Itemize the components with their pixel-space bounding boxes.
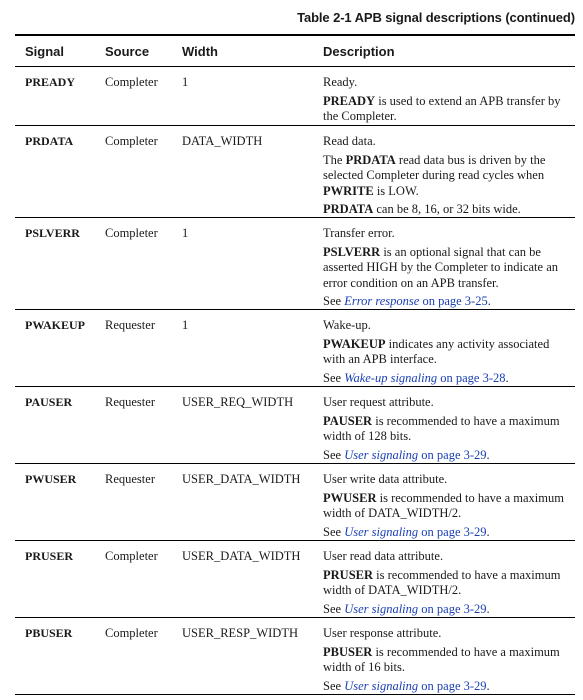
description-paragraph [323, 245, 567, 292]
description-text: . [486, 447, 490, 462]
description-text: read data bus is driven by the selected Completer during read cycles when [323, 152, 546, 182]
cross-reference-link[interactable]: Wake-up signaling [344, 370, 438, 385]
page-reference-link[interactable]: on page 3-29 [418, 678, 487, 693]
description-text: . [486, 601, 490, 616]
description-text: Read data. [323, 134, 376, 148]
description-text: is recommended to have a maximum width of 128 bits. [323, 413, 560, 443]
signal-width: USER_RESP_WIDTH [182, 626, 298, 640]
description-paragraph [323, 602, 567, 618]
signal-width: 1 [182, 226, 189, 240]
signal-width: USER_DATA_WIDTH [182, 472, 301, 486]
description-paragraph [323, 525, 567, 541]
header-source: Source [105, 43, 150, 59]
table-row [15, 464, 575, 541]
description-paragraph [323, 472, 567, 488]
description-text: is LOW. [373, 183, 419, 198]
signal-description [313, 472, 575, 540]
signal-ref-bold: PBUSER [323, 644, 373, 659]
signal-ref-bold: PWUSER [323, 490, 377, 505]
cross-reference-link[interactable]: User signaling [344, 447, 419, 462]
description-text: Transfer error. [323, 226, 395, 240]
signal-description [313, 549, 575, 617]
description-paragraph [323, 337, 567, 368]
description-paragraph [323, 318, 567, 334]
signal-name: PAUSER [25, 395, 73, 409]
description-text: is recommended to have a maximum width of DATA_WIDTH/2. [323, 567, 561, 597]
signal-width: 1 [182, 318, 189, 332]
signal-name: PRDATA [25, 134, 74, 148]
page-reference-link[interactable]: on page 3-29 [418, 524, 487, 539]
signal-ref-bold: PWAKEUP [323, 336, 386, 351]
signal-description [313, 226, 575, 309]
signal-ref-bold: PRDATA [323, 202, 374, 216]
signal-width: DATA_WIDTH [182, 134, 263, 148]
description-paragraph [323, 75, 567, 91]
signal-description [313, 75, 575, 125]
description-text: . [486, 524, 490, 539]
description-text: can be 8, 16, or 32 bits wide. [373, 202, 521, 216]
description-text: See [323, 447, 345, 462]
signal-source: Requester [105, 395, 155, 409]
signal-ref-bold: PREADY [323, 93, 376, 108]
table-body [15, 67, 575, 695]
signal-name: PWUSER [25, 472, 77, 486]
description-paragraph [323, 491, 567, 522]
table-row [15, 126, 575, 218]
description-paragraph [323, 202, 567, 218]
signal-name: PREADY [25, 75, 75, 89]
signal-width: USER_REQ_WIDTH [182, 395, 294, 409]
description-text: See [323, 294, 345, 308]
table-row [15, 387, 575, 464]
cross-reference-link[interactable]: User signaling [344, 601, 419, 616]
table-row [15, 218, 575, 310]
signal-ref-bold: PSLVERR [323, 244, 381, 259]
description-text: Ready. [323, 75, 358, 89]
cross-reference-link[interactable]: Error response [344, 294, 420, 308]
signal-width: USER_DATA_WIDTH [182, 549, 301, 563]
description-paragraph [323, 645, 567, 676]
signal-description [313, 318, 575, 386]
signal-description [313, 395, 575, 463]
table-row [15, 310, 575, 387]
signal-source: Completer [105, 626, 158, 640]
description-paragraph [323, 395, 567, 411]
signal-description [313, 626, 575, 694]
signal-width: 1 [182, 75, 189, 89]
page-reference-link[interactable]: on page 3-29 [418, 601, 487, 616]
description-text: The [323, 152, 346, 167]
description-text: See [323, 678, 345, 693]
description-paragraph [323, 448, 567, 464]
description-paragraph [323, 414, 567, 445]
page-reference-link[interactable]: on page 3-28 [437, 370, 506, 385]
description-paragraph [323, 568, 567, 599]
signal-ref-bold: PRDATA [345, 152, 396, 167]
description-text: See [323, 601, 345, 616]
cross-reference-link[interactable]: User signaling [344, 524, 419, 539]
signal-ref-bold: PRUSER [323, 567, 374, 582]
description-paragraph [323, 549, 567, 565]
description-paragraph [323, 294, 567, 310]
signal-source: Completer [105, 226, 158, 240]
description-text: See [323, 524, 345, 539]
table-title: Table 2-1 APB signal descriptions (continued) [297, 10, 575, 25]
description-text: User request attribute. [323, 395, 434, 409]
header-width: Width [182, 43, 218, 59]
signal-name: PSLVERR [25, 226, 80, 240]
description-paragraph [323, 679, 567, 695]
description-text: . [486, 678, 490, 693]
signal-name: PBUSER [25, 626, 73, 640]
description-text: User response attribute. [323, 626, 442, 640]
signal-name: PWAKEUP [25, 318, 85, 332]
signal-name: PRUSER [25, 549, 74, 563]
table-row [15, 67, 575, 126]
description-text: User read data attribute. [323, 549, 444, 563]
description-paragraph [323, 94, 567, 125]
cross-reference-link[interactable]: User signaling [344, 678, 419, 693]
table-row [15, 618, 575, 695]
description-text: User write data attribute. [323, 472, 448, 486]
table-header-row [15, 36, 575, 66]
table-row [15, 541, 575, 618]
signal-source: Completer [105, 75, 158, 89]
page-reference-link[interactable]: on page 3-25 [419, 294, 488, 308]
description-paragraph [323, 153, 567, 200]
description-text: is recommended to have a maximum width of DATA_WIDTH/2. [323, 490, 564, 520]
description-text: See [323, 370, 345, 385]
description-text: Wake-up. [323, 318, 371, 332]
signal-source: Requester [105, 472, 155, 486]
description-text: indicates any activity associated with an APB interface. [323, 336, 550, 366]
header-description: Description [323, 43, 395, 59]
description-text: . [487, 294, 491, 308]
description-paragraph [323, 626, 567, 642]
signal-source: Requester [105, 318, 155, 332]
signal-source: Completer [105, 134, 158, 148]
signal-description [313, 134, 575, 217]
description-paragraph [323, 134, 567, 150]
page-reference-link[interactable]: on page 3-29 [418, 447, 487, 462]
description-text: is used to extend an APB transfer by the Completer. [323, 93, 561, 123]
description-paragraph [323, 226, 567, 242]
signal-ref-bold: PAUSER [323, 413, 373, 428]
description-paragraph [323, 371, 567, 387]
signal-source: Completer [105, 549, 158, 563]
description-text: is recommended to have a maximum width of 16 bits. [323, 644, 560, 674]
document-page [15, 0, 575, 695]
description-text: . [505, 370, 509, 385]
signal-ref-bold: PWRITE [323, 183, 374, 198]
description-text: is an optional signal that can be asserted HIGH by the Completer to indicate an error condition on an APB transfer. [323, 244, 558, 290]
header-signal: Signal [25, 43, 65, 59]
